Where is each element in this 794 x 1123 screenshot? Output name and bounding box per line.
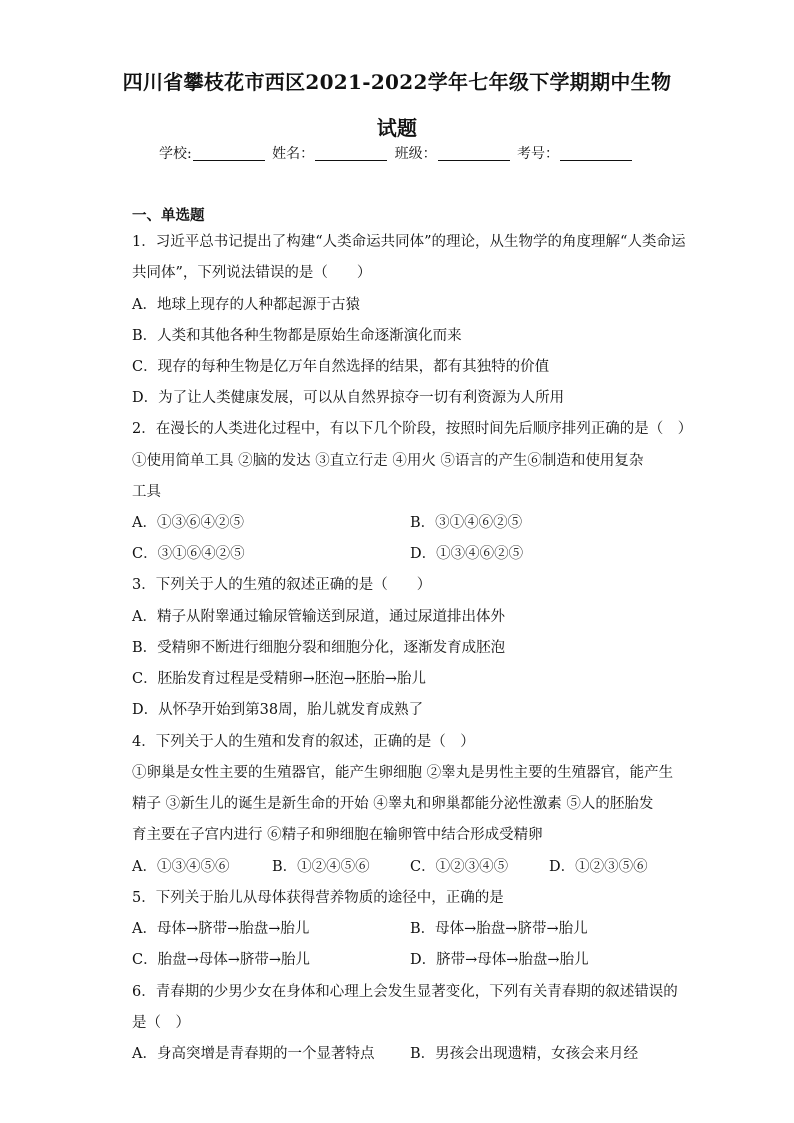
name-label: 姓名： bbox=[272, 146, 315, 162]
q5-option-d: D．脐带→母体→胎盘→胎儿 bbox=[410, 952, 589, 968]
q2-option-c: C．③①⑥④②⑤ bbox=[132, 546, 245, 562]
q6-option-a: A．身高突增是青春期的一个显著特点 bbox=[132, 1046, 375, 1062]
name-blank[interactable] bbox=[315, 146, 387, 161]
q5-option-a: A．母体→脐带→胎盘→胎儿 bbox=[132, 921, 310, 937]
q2-stem-line1: 2．在漫长的人类进化过程中，有以下几个阶段，按照时间先后顺序排列正确的是（ ） bbox=[132, 421, 693, 437]
school-label: 学校: bbox=[158, 146, 192, 162]
school-blank[interactable] bbox=[193, 146, 265, 161]
q6-stem-line1: 6．青春期的少男少女在身体和心理上会发生显著变化，下列有关青春期的叙述错误的 bbox=[132, 984, 678, 1000]
q2-option-b: B．③①④⑥②⑤ bbox=[410, 515, 523, 531]
q4-option-d: D．①②③⑤⑥ bbox=[549, 859, 648, 875]
q2-option-d: D．①③④⑥②⑤ bbox=[410, 546, 524, 562]
q1-option-a: A．地球上现存的人种都起源于古猿 bbox=[132, 297, 360, 313]
q1-option-b: B．人类和其他各种生物都是原始生命逐渐演化而来 bbox=[132, 328, 462, 344]
q4-stem: 4．下列关于人的生殖和发育的叙述，正确的是（ ） bbox=[132, 734, 475, 750]
q5-stem: 5．下列关于胎儿从母体获得营养物质的途径中，正确的是 bbox=[132, 890, 504, 906]
q4-body-line3: 育主要在子宫内进行 ⑥精子和卵细胞在输卵管中结合形成受精卵 bbox=[132, 827, 543, 843]
q6-option-b: B．男孩会出现遗精，女孩会来月经 bbox=[410, 1046, 639, 1062]
q6-stem-line2: 是（ ） bbox=[132, 1015, 190, 1031]
section-heading: 一、单选题 bbox=[132, 207, 205, 224]
exam-number-label: 考号： bbox=[517, 146, 560, 162]
q1-stem-line1: 1．习近平总书记提出了构建“人类命运共同体”的理论，从生物学的角度理解“人类命运 bbox=[132, 234, 686, 250]
q4-option-a: A．①③④⑤⑥ bbox=[132, 859, 230, 875]
q1-stem-line2: 共同体”，下列说法错误的是（ ） bbox=[132, 265, 372, 281]
page-title-continued: 试题 bbox=[376, 116, 418, 140]
q3-option-a: A．精子从附睾通过输尿管输送到尿道，通过尿道排出体外 bbox=[132, 609, 505, 625]
q3-stem: 3．下列关于人的生殖的叙述正确的是（ ） bbox=[132, 577, 432, 593]
q4-body-line1: ①卵巢是女性主要的生殖器官，能产生卵细胞 ②睾丸是男性主要的生殖器官，能产生 bbox=[132, 765, 674, 781]
q3-option-d: D．从怀孕开始到第38周，胎儿就发育成熟了 bbox=[132, 702, 424, 718]
class-label: 班级： bbox=[394, 146, 437, 162]
student-info-row bbox=[0, 143, 794, 163]
q4-body-line2: 精子 ③新生儿的诞生是新生命的开始 ④睾丸和卵巢都能分泌性激素 ⑤人的胚胎发 bbox=[132, 796, 654, 812]
q2-stem-line3: 工具 bbox=[132, 484, 161, 500]
q2-option-a: A．①③⑥④②⑤ bbox=[132, 515, 244, 531]
q3-option-b: B．受精卵不断进行细胞分裂和细胞分化，逐渐发育成胚泡 bbox=[132, 640, 506, 656]
page-title: 四川省攀枝花市西区2021-2022学年七年级下学期期中生物 bbox=[122, 70, 672, 94]
q1-option-c: C．现存的每种生物是亿万年自然选择的结果，都有其独特的价值 bbox=[132, 359, 550, 375]
class-blank[interactable] bbox=[438, 146, 510, 161]
q5-option-b: B．母体→胎盘→脐带→胎儿 bbox=[410, 921, 588, 937]
q4-option-b: B．①②④⑤⑥ bbox=[272, 859, 370, 875]
q5-option-c: C．胎盘→母体→脐带→胎儿 bbox=[132, 952, 311, 968]
exam-number-blank[interactable] bbox=[560, 146, 632, 161]
q3-option-c: C．胚胎发育过程是受精卵→胚泡→胚胎→胎儿 bbox=[132, 671, 427, 687]
q2-stem-line2: ①使用简单工具 ②脑的发达 ③直立行走 ④用火 ⑤语言的产生⑥制造和使用复杂 bbox=[132, 453, 644, 469]
q4-option-c: C．①②③④⑤ bbox=[410, 859, 509, 875]
q1-option-d: D．为了让人类健康发展，可以从自然界掠夺一切有利资源为人所用 bbox=[132, 390, 565, 406]
